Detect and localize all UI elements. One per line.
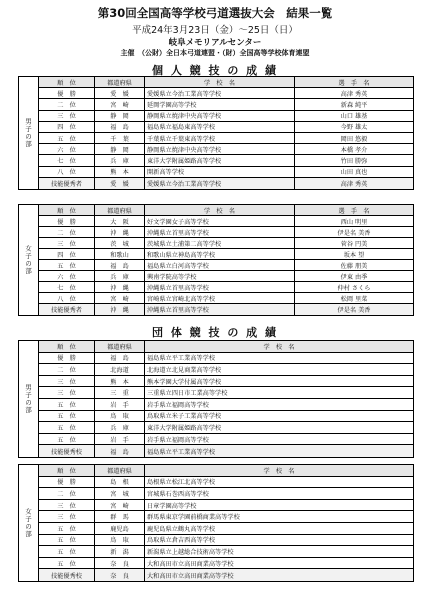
prefecture-cell: 岩 手 [95, 399, 145, 410]
rank-cell: 技能優秀者 [39, 178, 95, 189]
prefecture-cell: 宮 崎 [95, 500, 145, 511]
prefecture-cell: 宮 崎 [95, 99, 145, 109]
player-cell: 本橋 孝介 [340, 146, 368, 154]
rank-cell: 五 位 [39, 411, 95, 422]
rank-header: 順 位 [39, 205, 95, 215]
rank-cell: 三 位 [39, 511, 95, 522]
table-row [39, 445, 413, 457]
school-cell: 和歌山県立神島高等学校 [145, 249, 295, 259]
table-header-row [39, 77, 413, 88]
school-cell: 宮崎県立宮崎北高等学校 [145, 293, 295, 303]
player-cell: 岡田 悠毅 [340, 135, 368, 143]
prefecture-cell: 沖 縄 [95, 282, 145, 292]
table-row [39, 376, 413, 388]
prefecture-cell: 愛 媛 [95, 88, 145, 98]
table-rows [39, 205, 413, 315]
table-row [39, 422, 413, 434]
school-cell: 好文学園女子高等学校 [145, 216, 295, 226]
school-cell: 大和高田市立高田商業高等学校 [147, 572, 234, 580]
rank-cell: 三 位 [39, 500, 95, 511]
document-title: 第30回全国高等学校弓道選抜大会 結果一覧 [97, 6, 333, 20]
division-label-cell [19, 77, 39, 189]
school-cell: 福島県立福島東高等学校 [145, 122, 295, 132]
prefecture-cell: 愛 媛 [95, 178, 145, 189]
rank-cell: 技能優秀者 [39, 304, 95, 315]
event-date: 平成24年3月23日（金）～25日（日） [132, 25, 298, 36]
division-label: 女子の部 [24, 245, 32, 275]
division-label: 男子の部 [24, 118, 32, 148]
table-row [39, 238, 413, 249]
prefecture-cell: 和歌山 [95, 249, 145, 259]
player-cell: 伊是名 美香 [337, 307, 371, 314]
division-label-cell [19, 465, 39, 581]
table-row [39, 546, 413, 558]
table-row [39, 133, 413, 144]
player-cell: 伊是名 美香 [337, 229, 371, 237]
rank-cell: 優 勝 [39, 88, 95, 98]
division-label-cell [19, 341, 39, 457]
rank-cell: 優 勝 [39, 477, 95, 488]
school-cell: 島根県立松江北高等学校 [147, 479, 216, 487]
rank-cell: 五 位 [39, 133, 95, 143]
event-host: 主催 （公財）全日本弓道連盟・（財）全国高等学校体育連盟 [120, 49, 310, 57]
school-cell: 群馬県東京学園前橋商業高等学校 [147, 514, 240, 522]
table-row [39, 399, 413, 411]
table-rows [39, 341, 413, 457]
rank-cell: 三 位 [39, 376, 95, 387]
player-cell: 高津 秀英 [340, 180, 368, 188]
prefecture-cell: 新 潟 [95, 546, 145, 557]
rank-cell: 五 位 [39, 558, 95, 569]
rank-cell: 優 勝 [39, 353, 95, 364]
school-cell: 福島県立白河高等学校 [145, 260, 295, 270]
prefecture-header: 都道府県 [95, 341, 145, 352]
player-cell: 坂本 望 [343, 251, 365, 259]
prefecture-header: 都道府県 [95, 465, 145, 476]
table-row [39, 364, 413, 376]
table-row [39, 477, 413, 489]
individual-men-table [18, 76, 414, 190]
division-label: 男子の部 [24, 384, 32, 414]
prefecture-cell: 鳥 取 [95, 535, 145, 546]
prefecture-cell: 沖 縄 [95, 304, 145, 315]
table-row [39, 88, 413, 99]
school-cell: 愛媛県立今治工業高等学校 [145, 88, 295, 98]
table-row [39, 411, 413, 423]
school-cell: 千葉県立千葉東高等学校 [145, 133, 295, 143]
table-rows [39, 77, 413, 189]
school-cell: 福島県立平工業高等学校 [147, 355, 216, 363]
rank-cell: 六 位 [39, 144, 95, 154]
prefecture-cell: 沖 縄 [95, 227, 145, 237]
rank-cell: 四 位 [39, 249, 95, 259]
prefecture-cell: 群 馬 [95, 511, 145, 522]
prefecture-cell: 福 島 [95, 122, 145, 132]
table-rows [39, 465, 413, 581]
school-cell: 岩手県立福岡高等学校 [147, 436, 209, 444]
school-cell: 福島県立平工業高等学校 [147, 448, 216, 456]
rank-cell: 七 位 [39, 155, 95, 165]
table-row [39, 511, 413, 523]
prefecture-cell: 奈 良 [95, 569, 145, 581]
player-cell: 伊東 由季 [340, 273, 368, 281]
player-cell: 山口 雄基 [340, 113, 368, 121]
table-row [39, 227, 413, 238]
team-women-table [18, 464, 414, 582]
table-row [39, 271, 413, 282]
prefecture-header: 都道府県 [95, 77, 145, 87]
prefecture-cell: 兵 庫 [95, 155, 145, 165]
prefecture-cell: 兵 庫 [95, 422, 145, 433]
table-row [39, 99, 413, 110]
team-section-title: 団 体 競 技 の 成 績 [152, 326, 278, 339]
prefecture-cell: 岩 手 [95, 434, 145, 445]
player-cell: 山田 真也 [340, 169, 368, 177]
event-venue: 岐阜メモリアルセンター [168, 38, 262, 48]
school-cell: 延岡学園高等学校 [145, 99, 295, 109]
rank-cell: 二 位 [39, 488, 95, 499]
player-cell: 菅谷 円美 [340, 240, 368, 248]
school-cell: 日章学園高等学校 [147, 502, 197, 510]
rank-cell: 五 位 [39, 422, 95, 433]
school-cell: 沖縄県立首里高等学校 [145, 304, 295, 315]
rank-cell: 五 位 [39, 546, 95, 557]
school-cell: 三重県立四日市工業高等学校 [147, 390, 228, 398]
rank-cell: 七 位 [39, 282, 95, 292]
prefecture-cell: 熊 本 [95, 167, 145, 177]
rank-cell: 三 位 [39, 111, 95, 121]
team-men-table [18, 340, 414, 458]
school-cell: 静岡県立焼津中央高等学校 [145, 111, 295, 121]
rank-cell: 八 位 [39, 293, 95, 303]
table-row [39, 535, 413, 547]
school-cell: 東洋大学附属姫路高等学校 [145, 155, 295, 165]
school-cell: 愛媛県立今治工業高等学校 [145, 178, 295, 189]
rank-cell: 技能優秀校 [39, 569, 95, 581]
table-row [39, 353, 413, 365]
table-header-row [39, 341, 413, 353]
school-cell: 鳥取県立米子工業高等学校 [147, 413, 222, 421]
table-row [39, 523, 413, 535]
school-cell: 鹿児島県立鶴丸高等学校 [147, 525, 216, 533]
individual-section-title: 個 人 競 技 の 成 績 [152, 64, 278, 77]
table-row [39, 178, 413, 189]
rank-cell: 三 位 [39, 387, 95, 398]
division-label-cell [19, 205, 39, 315]
table-row [39, 293, 413, 304]
division-label: 女子の部 [24, 508, 32, 538]
rank-cell: 技能優秀校 [39, 445, 95, 457]
player-cell: 高津 秀英 [340, 90, 368, 98]
player-cell: 仲村 さくら [337, 284, 371, 292]
rank-cell: 二 位 [39, 227, 95, 237]
individual-women-table [18, 204, 414, 316]
player-header: 選 手 名 [338, 79, 370, 87]
rank-cell: 四 位 [39, 122, 95, 132]
school-cell: 静岡県立焼津中央高等学校 [145, 144, 295, 154]
table-row [39, 122, 413, 133]
table-row [39, 282, 413, 293]
rank-header: 順 位 [39, 465, 95, 476]
school-cell: 新潟県立上越総合技術高等学校 [147, 548, 234, 556]
rank-cell: 五 位 [39, 434, 95, 445]
prefecture-cell: 鹿児島 [95, 523, 145, 534]
player-cell: 竹田 勝弥 [340, 157, 368, 165]
rank-cell: 五 位 [39, 399, 95, 410]
school-cell: 宮城県石巻西高等学校 [147, 490, 209, 498]
table-header-row [39, 465, 413, 477]
rank-cell: 六 位 [39, 271, 95, 281]
prefecture-cell: 福 島 [95, 353, 145, 364]
rank-cell: 五 位 [39, 523, 95, 534]
prefecture-cell: 福 島 [95, 445, 145, 457]
table-row [39, 216, 413, 227]
player-cell: 今野 雄太 [340, 124, 368, 132]
school-header: 学 校 名 [263, 467, 295, 475]
rank-cell: 優 勝 [39, 216, 95, 226]
rank-cell: 三 位 [39, 238, 95, 248]
rank-cell: 八 位 [39, 167, 95, 177]
school-cell: 熊本学園大学付属高等学校 [147, 378, 222, 386]
school-cell: 北海道立北見商業高等学校 [147, 366, 222, 374]
rank-header: 順 位 [39, 77, 95, 87]
prefecture-cell: 三 重 [95, 387, 145, 398]
school-header: 学 校 名 [145, 77, 295, 87]
table-row [39, 111, 413, 122]
table-header-row [39, 205, 413, 216]
player-cell: 佐藤 朋美 [340, 262, 368, 270]
school-cell: 大和高田市立高田商業高等学校 [147, 560, 234, 568]
player-header: 選 手 名 [338, 207, 370, 215]
prefecture-cell: 熊 本 [95, 376, 145, 387]
table-row [39, 144, 413, 155]
prefecture-cell: 茨 城 [95, 238, 145, 248]
prefecture-cell: 島 根 [95, 477, 145, 488]
school-cell: 鳥取県立倉吉西高等学校 [147, 537, 216, 545]
table-row [39, 260, 413, 271]
school-cell: 沖縄県立首里高等学校 [145, 227, 295, 237]
table-row [39, 304, 413, 315]
school-header: 学 校 名 [263, 343, 295, 351]
rank-cell: 五 位 [39, 535, 95, 546]
prefecture-cell: 静 岡 [95, 111, 145, 121]
table-row [39, 249, 413, 260]
table-row [39, 167, 413, 178]
player-cell: 新森 純平 [340, 101, 368, 109]
prefecture-cell: 宮 崎 [95, 293, 145, 303]
school-cell: 沖縄県立首里高等学校 [145, 282, 295, 292]
prefecture-cell: 鳥 取 [95, 411, 145, 422]
player-cell: 西山 明里 [340, 218, 368, 226]
prefecture-cell: 北海道 [95, 364, 145, 375]
school-cell: 東洋大学附属姫路高等学校 [147, 424, 222, 432]
prefecture-cell: 兵 庫 [95, 271, 145, 281]
table-row [39, 434, 413, 446]
prefecture-cell: 福 島 [95, 260, 145, 270]
school-cell: 茨城県立土浦第二高等学校 [145, 238, 295, 248]
table-row [39, 488, 413, 500]
prefecture-cell: 大 阪 [95, 216, 145, 226]
player-cell: 松岡 里菜 [340, 295, 368, 303]
rank-cell: 二 位 [39, 364, 95, 375]
prefecture-cell: 静 岡 [95, 144, 145, 154]
prefecture-header: 都道府県 [95, 205, 145, 215]
table-row [39, 387, 413, 399]
table-row [39, 558, 413, 570]
school-header: 学 校 名 [145, 205, 295, 215]
rank-cell: 二 位 [39, 99, 95, 109]
school-cell: 興南学院高等学校 [145, 271, 295, 281]
table-row [39, 155, 413, 166]
table-row [39, 569, 413, 581]
prefecture-cell: 奈 良 [95, 558, 145, 569]
rank-header: 順 位 [39, 341, 95, 352]
prefecture-cell: 宮 城 [95, 488, 145, 499]
rank-cell: 五 位 [39, 260, 95, 270]
prefecture-cell: 千 葉 [95, 133, 145, 143]
school-cell: 岩手県立福岡高等学校 [147, 401, 209, 409]
school-cell: 開新高等学校 [145, 167, 295, 177]
table-row [39, 500, 413, 512]
